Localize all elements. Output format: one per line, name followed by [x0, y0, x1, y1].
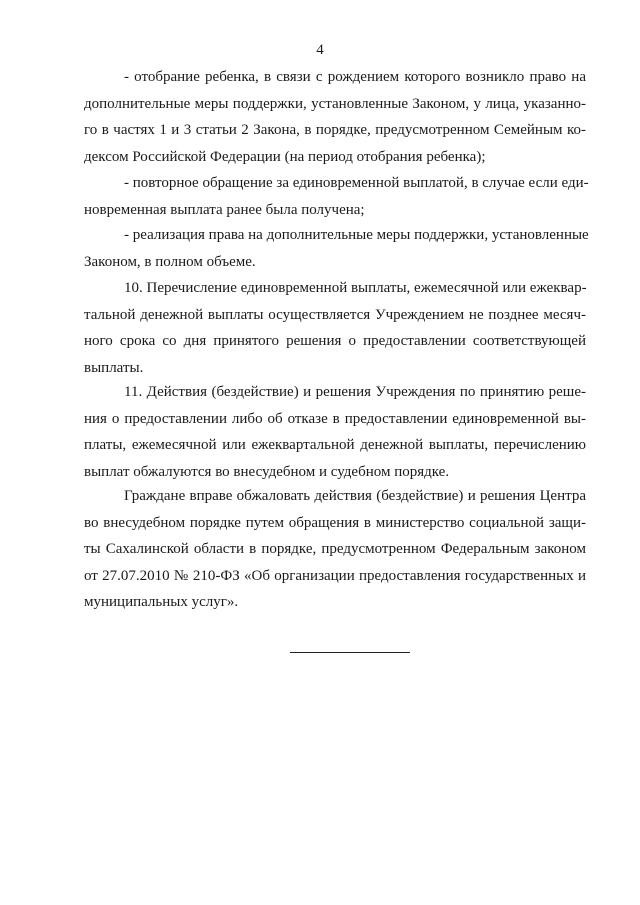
text-line: - повторное обращение за единовременной выплатой, в случае если еди-: [124, 175, 589, 191]
text-line: го в частях 1 и 3 статьи 2 Закона, в порядке, предусмотренном Семейным ко-: [84, 122, 586, 138]
text-line: дексом Российской Федерации (на период отобрания ребенка);: [84, 148, 486, 165]
text-line: - отобрание ребенка, в связи с рождением которого возникло право на: [124, 69, 586, 85]
text-line: 11. Действия (бездействие) и решения Учреждения по принятию реше-: [124, 384, 586, 400]
text-line: Законом, в полном объеме.: [84, 253, 256, 270]
end-separator-line: [290, 652, 410, 653]
page-number: 4: [316, 42, 324, 58]
text-line: выплаты.: [84, 359, 144, 376]
text-line: ного срока со дня принятого решения о предоставлении соответствующей: [84, 333, 586, 349]
text-line: - реализация права на дополнительные меры поддержки, установленные: [124, 227, 589, 243]
text-line: ния о предоставлении либо об отказе в предоставлении единовременной вы-: [84, 410, 586, 427]
text-line: дополнительные меры поддержки, установленные Законом, у лица, указанно-: [84, 95, 586, 112]
text-line: Граждане вправе обжаловать действия (бездействие) и решения Центра: [124, 488, 586, 504]
text-line: платы, ежемесячной или ежеквартальной денежной выплаты, перечислению: [84, 437, 586, 453]
text-line: от 27.07.2010 № 210-ФЗ «Об организации предоставления государственных и: [84, 567, 586, 584]
text-line: ты Сахалинской области в порядке, предусмотренном Федеральным законом: [84, 541, 586, 557]
text-line: новременная выплата ранее была получена;: [84, 201, 365, 218]
text-line: во внесудебном порядке путем обращения в министерство социальной защи-: [84, 514, 586, 531]
text-line: 10. Перечисление единовременной выплаты, ежемесячной или ежеквар-: [124, 280, 587, 296]
text-line: выплат обжалуются во внесудебном и судебном порядке.: [84, 463, 450, 480]
text-line: тальной денежной выплаты осуществляется Учреждением не позднее месяч-: [84, 306, 586, 323]
text-line: муниципальных услуг».: [84, 594, 239, 610]
